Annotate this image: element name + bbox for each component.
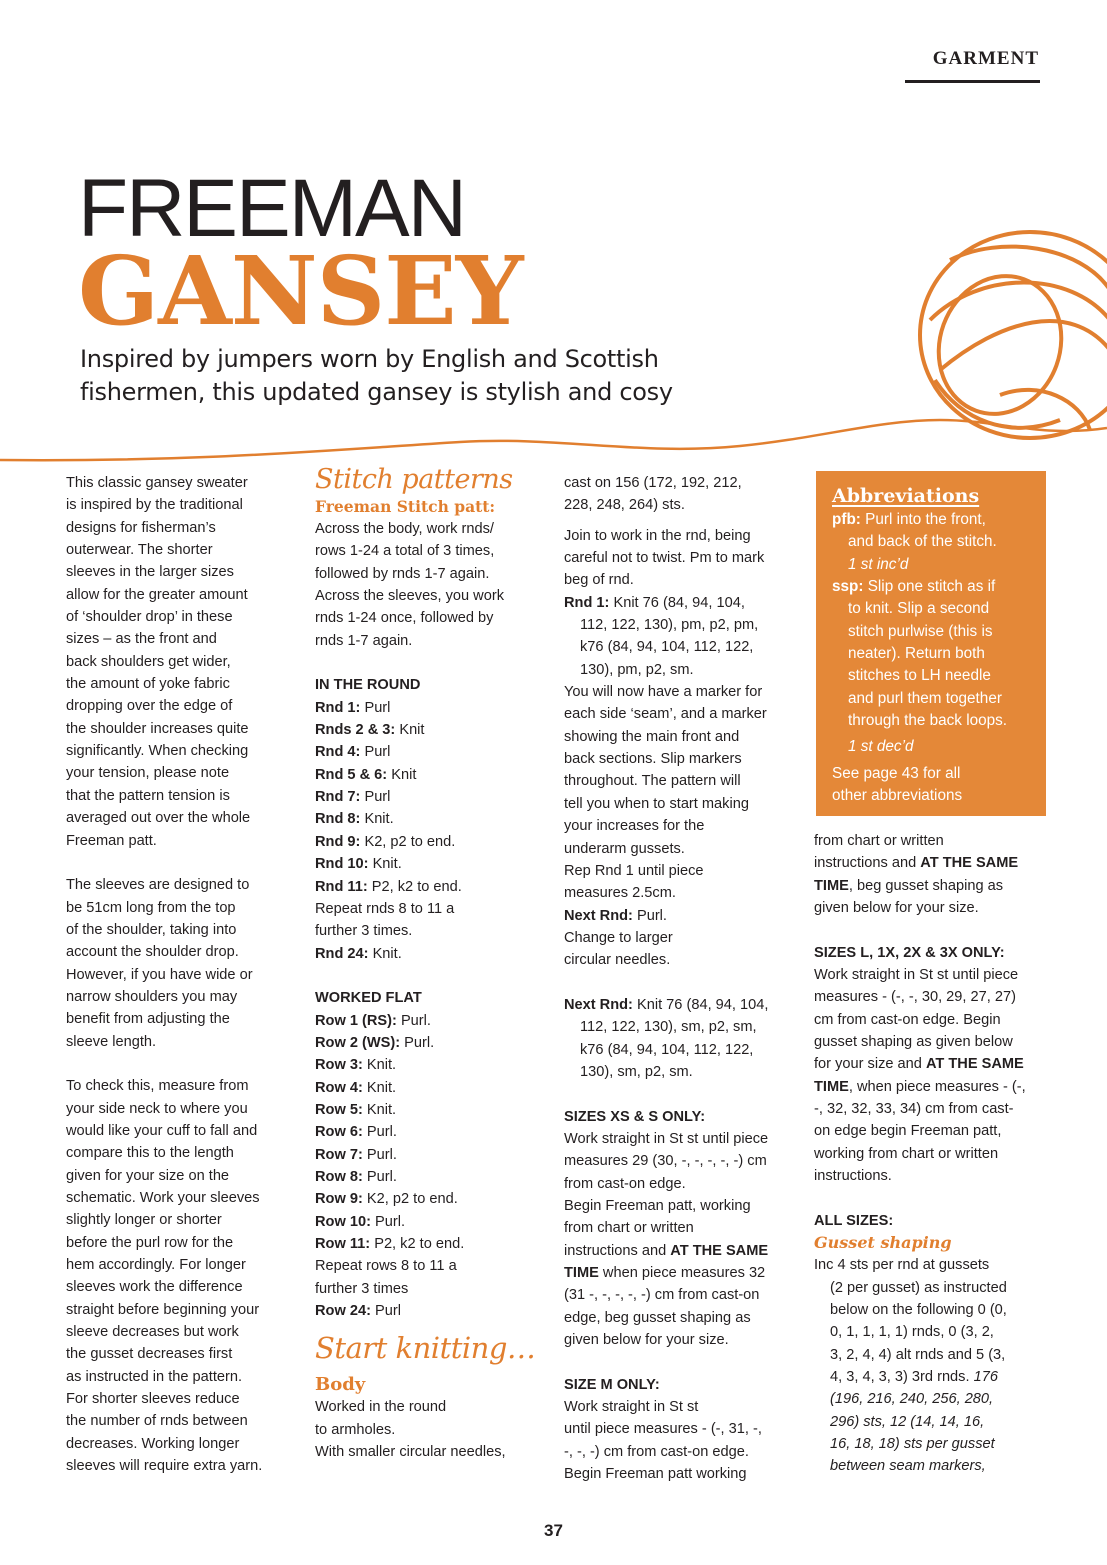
gusset-italic-line: 16, 18, 18) sts per gusset (830, 1435, 995, 1452)
intro-paragraph-1 (66, 472, 286, 852)
standfirst-line: fishermen, this updated gansey is stylish and cosy (80, 378, 673, 406)
rnd1-instruction (564, 592, 799, 681)
cast-on-line: 228, 248, 264) sts. (564, 497, 685, 514)
flat-row: Row 6: Purl. (315, 1124, 397, 1141)
intro-line: designs for fisherman’s (66, 519, 216, 536)
repeat-line: Rep Rnd 1 until piece (564, 862, 704, 879)
intro-line: hem accordingly. For longer (66, 1257, 246, 1274)
intro-line: significantly. When checking (66, 743, 249, 760)
intro-line: of ‘shoulder drop’ in these (66, 609, 233, 626)
next-rnd-line: k76 (84, 94, 104, 112, 122, (580, 1041, 754, 1058)
title-line-1: FREEMAN (78, 163, 465, 254)
intro-line: sizes – as the front and (66, 631, 217, 648)
intro-column (66, 472, 286, 1477)
body-line: to armholes. (315, 1421, 396, 1438)
round-rows (315, 697, 545, 898)
freeman-stitch-subheading: Freeman Stitch patt: (315, 497, 496, 516)
intro-line: your tension, please note (66, 765, 230, 782)
l-tail-line: -, 32, 32, 33, 34) cm from cast- (814, 1101, 1014, 1118)
xs-tail-line: edge, beg gusset shaping as (564, 1309, 751, 1326)
round-row: Rnd 1: Purl (315, 699, 391, 716)
abbr-ssp: ssp: Slip one stitch as if (832, 578, 996, 596)
intro-line: compare this to the length (66, 1145, 234, 1162)
intro-line: outerwear. The shorter (66, 542, 213, 559)
l-line: gusset shaping as given below (814, 1034, 1013, 1051)
next-rnd-line: 130), sm, p2, sm. (580, 1063, 693, 1080)
abbr-pfb: pfb: Purl into the front, (832, 511, 986, 528)
intro-line: as instructed in the pattern. (66, 1368, 243, 1385)
xs-line: Begin Freeman patt, working (564, 1198, 751, 1214)
round-last-row: Rnd 24: Knit. (315, 945, 402, 962)
intro-line: before the purl row for the (66, 1234, 234, 1251)
title-line-2: GANSEY (78, 236, 523, 347)
round-repeat (315, 898, 545, 943)
sizes-xs-s-heading: SIZES XS & S ONLY: (564, 1108, 706, 1125)
intro-line: This classic gansey sweater (66, 475, 248, 491)
join-line: careful not to twist. Pm to mark (564, 550, 765, 567)
stitch-intro-line: Across the sleeves, you work (315, 588, 504, 605)
xs-line: from chart or written (564, 1220, 694, 1237)
abbr-see-line: See page 43 for all (832, 764, 961, 782)
round-row: Rnd 8: Knit. (315, 811, 394, 828)
xs-tail-line: (31 -, -, -, -, -) cm from cast-on (564, 1287, 760, 1304)
m-line: -, -, -) cm from cast-on edge. (564, 1443, 749, 1460)
intro-line: dropping over the edge of (66, 698, 233, 715)
intro-line: The sleeves are designed to (66, 877, 250, 894)
round-row: Rnd 4: Purl (315, 744, 391, 761)
sizes-xs-s-text (564, 1128, 799, 1240)
flat-row: Row 8: Purl. (315, 1168, 397, 1185)
intro-line: account the shoulder drop. (66, 944, 239, 961)
round-repeat-line: further 3 times. (315, 923, 413, 940)
body-line: Worked in the round (315, 1399, 447, 1416)
sizes-l-heading: SIZES L, 1X, 2X & 3X ONLY: (814, 944, 1005, 961)
intro-line: is inspired by the traditional (66, 497, 243, 514)
m-line: Begin Freeman patt working (564, 1466, 747, 1483)
gusset-line: (2 per gusset) as instructed (830, 1279, 1007, 1296)
abbr-line: to knit. Slip a second (848, 600, 990, 618)
intro-line: the shoulder increases quite (66, 720, 249, 737)
section-rule (905, 80, 1040, 83)
body-column (564, 472, 799, 1485)
abbreviations-title: Abbreviations (832, 485, 980, 507)
flat-row: Row 2 (WS): Purl. (315, 1034, 435, 1051)
body-lines (315, 1396, 545, 1463)
intro-line: slightly longer or shorter (66, 1212, 222, 1229)
markers-line: tell you when to start making (564, 795, 749, 812)
l-tail-line: working from chart or written (814, 1145, 999, 1162)
intro-line: given for your size on the (66, 1167, 230, 1184)
all-sizes-heading: ALL SIZES: (814, 1212, 894, 1229)
stitch-intro-line: followed by rnds 1-7 again. (315, 565, 490, 582)
markers-line: back sections. Slip markers (564, 751, 742, 768)
flat-row: Row 4: Knit. (315, 1079, 397, 1096)
rnd1-line: 130), pm, p2, sm. (580, 661, 694, 678)
xs-line: measures 29 (30, -, -, -, -, -) cm (564, 1153, 767, 1170)
l-line: cm from cast-on edge. Begin (814, 1011, 1001, 1028)
flat-repeat-line: Repeat rows 8 to 11 a (315, 1258, 457, 1275)
abbr-pfb-note: 1 st inc’d (848, 555, 909, 573)
flat-rows (315, 1010, 545, 1256)
flat-row: Row 5: Knit. (315, 1101, 397, 1118)
rnd1-line: Rnd 1: Knit 76 (84, 94, 104, (564, 594, 745, 611)
stitch-intro-line: rows 1-24 a total of 3 times, (315, 543, 495, 560)
abbreviations-box (816, 471, 1046, 816)
xs-line: Work straight in St st until piece (564, 1130, 769, 1147)
intro-line: averaged out over the whole (66, 810, 251, 827)
join-line: beg of rnd. (564, 572, 634, 589)
change-line: circular needles. (564, 952, 671, 969)
cont-same-time: instructions and AT THE SAME (814, 855, 1019, 872)
sizes-xs-s-same-time-2: TIME when piece measures 32 (564, 1265, 766, 1282)
round-row: Rnd 11: P2, k2 to end. (315, 878, 462, 895)
gusset-mixed-line: 4, 3, 4, 3, 3) 3rd rnds. 176 (830, 1368, 998, 1385)
cast-on-text (564, 472, 799, 517)
l-line: Work straight in St st until piece (814, 967, 1019, 984)
flat-repeat-line: further 3 times (315, 1280, 409, 1297)
size-m-heading: SIZE M ONLY: (564, 1376, 660, 1393)
cont-tail: given below for your size. (814, 900, 979, 917)
change-line: Change to larger (564, 929, 673, 946)
next-rnd-purl: Next Rnd: Purl. (564, 907, 667, 924)
next-rnd-line: Next Rnd: Knit 76 (84, 94, 104, (564, 996, 769, 1013)
intro-line: allow for the greater amount (66, 586, 248, 603)
cont-same-time-2: TIME, beg gusset shaping as (814, 877, 1004, 894)
flat-row: Row 9: K2, p2 to end. (315, 1191, 458, 1208)
intro-line: straight before beginning your (66, 1301, 260, 1318)
markers-text (564, 681, 799, 860)
stitch-intro-line: rnds 1-7 again. (315, 632, 413, 649)
worked-flat-heading: WORKED FLAT (315, 990, 422, 1007)
standfirst (80, 343, 680, 409)
abbr-ssp-note: 1 st dec’d (848, 738, 914, 756)
markers-line: underarm gussets. (564, 840, 685, 857)
gusset-line: below on the following 0 (0, (830, 1301, 1007, 1318)
intro-line: the amount of yoke fabric (66, 676, 230, 693)
intro-line: be 51cm long from the top (66, 899, 236, 916)
markers-line: your increases for the (564, 818, 705, 835)
round-row: Rnd 10: Knit. (315, 856, 402, 873)
stitch-intro (315, 518, 545, 652)
intro-line: sleeve decreases but work (66, 1324, 239, 1341)
flat-row: Row 10: Purl. (315, 1213, 406, 1230)
gusset-line: 3, 2, 4, 4) alt rnds and 5 (3, (830, 1346, 1006, 1363)
intro-line: benefit from adjusting the (66, 1011, 230, 1028)
section-label: GARMENT (932, 48, 1039, 69)
join-line: Join to work in the rnd, being (564, 527, 751, 544)
yarn-ball-icon (920, 232, 1107, 438)
next-rnd-knit (564, 994, 799, 1083)
intro-paragraph-3 (66, 1075, 286, 1477)
intro-line: would like your cuff to fall and (66, 1122, 258, 1139)
abbr-pfb-rest (832, 531, 1046, 553)
markers-line: You will now have a marker for (564, 684, 763, 701)
intro-line: sleeve length. (66, 1033, 157, 1050)
intro-line: For shorter sleeves reduce (66, 1391, 240, 1408)
next-rnd-line: 112, 122, 130), sm, p2, sm, (580, 1019, 757, 1036)
abbr-line: through the back loops. (848, 712, 1008, 730)
m-line: Work straight in St st (564, 1399, 699, 1416)
abbr-ssp-rest (832, 598, 1046, 732)
flat-row: Row 7: Purl. (315, 1146, 397, 1163)
sizes-l-tail (814, 1098, 1044, 1187)
body-heading: Body (315, 1374, 366, 1396)
abbr-line: stitches to LH needle (848, 667, 991, 685)
round-repeat-line: Repeat rnds 8 to 11 a (315, 900, 455, 917)
flat-row: Row 3: Knit. (315, 1057, 397, 1074)
round-row: Rnd 7: Purl (315, 789, 391, 806)
m-line: until piece measures - (-, 31, -, (564, 1421, 762, 1438)
stitch-patterns-heading: Stitch patterns (315, 464, 513, 495)
swoosh-line (0, 420, 1107, 460)
gusset-shaping-heading: Gusset shaping (814, 1233, 952, 1253)
intro-line: narrow shoulders you may (66, 988, 238, 1005)
rnd1-line: k76 (84, 94, 104, 112, 122, (580, 639, 754, 656)
intro-line: your side neck to where you (66, 1100, 248, 1117)
body-line: With smaller circular needles, (315, 1444, 506, 1461)
intro-line: decreases. Working longer (66, 1435, 240, 1452)
flat-row: Row 1 (RS): Purl. (315, 1012, 431, 1029)
markers-line: showing the main front and (564, 728, 740, 745)
gusset-first-line: Inc 4 sts per rnd at gussets (814, 1257, 990, 1274)
l-tail-line: instructions. (814, 1168, 892, 1185)
sizes-l-text (814, 964, 1044, 1053)
flat-row: Row 11: P2, k2 to end. (315, 1236, 465, 1252)
start-knitting-heading: Start knitting… (315, 1331, 536, 1366)
abbr-line: stitch purlwise (this is (848, 622, 993, 640)
xs-tail-line: given below for your size. (564, 1332, 729, 1349)
flat-repeat (315, 1255, 545, 1300)
gusset-italic-line: between seam markers, (830, 1458, 986, 1475)
abbr-line: and purl them together (848, 689, 1002, 707)
abbr-line: neater). Return both (848, 645, 985, 663)
abbr-see-page (832, 763, 1046, 808)
abbr-line: and back of the stitch. (848, 533, 997, 551)
intro-line: of the shoulder, taking into (66, 921, 237, 938)
rnd1-line: 112, 122, 130), pm, p2, pm, (580, 617, 759, 634)
size-m-text (564, 1396, 799, 1485)
round-row: Rnd 9: K2, p2 to end. (315, 833, 456, 850)
intro-line: that the pattern tension is (66, 787, 230, 804)
abbr-see-line: other abbreviations (832, 787, 963, 805)
gusset-italic-line: (196, 216, 240, 256, 280, (830, 1391, 994, 1408)
gusset-line: 0, 1, 1, 1, 1) rnds, 0 (3, 2, (830, 1324, 994, 1341)
markers-line: throughout. The pattern will (564, 773, 741, 790)
intro-line: sleeves work the difference (66, 1279, 243, 1296)
intro-line: schematic. Work your sleeves (66, 1190, 260, 1206)
gusset-italic-line: 296) sts, 12 (14, 14, 16, (830, 1413, 985, 1430)
join-text (564, 525, 799, 592)
round-row: Rnds 2 & 3: Knit (315, 722, 425, 739)
stitch-intro-line: Across the body, work rnds/ (315, 521, 494, 537)
repeat-line: measures 2.5cm. (564, 885, 676, 902)
intro-line: However, if you have wide or (66, 966, 253, 983)
standfirst-line: Inspired by jumpers worn by English and Scottish (80, 345, 659, 373)
intro-paragraph-2 (66, 874, 286, 1053)
in-the-round-heading: IN THE ROUND (315, 677, 421, 694)
change-needles-text (564, 927, 799, 972)
round-row: Rnd 5 & 6: Knit (315, 766, 417, 783)
gusset-text (814, 1277, 1044, 1478)
sizes-xs-s-tail (564, 1284, 799, 1351)
intro-line: the gusset decreases first (66, 1346, 233, 1363)
intro-line: Freeman patt. (66, 832, 157, 849)
markers-line: each side ‘seam’, and a marker (564, 706, 767, 723)
xs-line: from cast-on edge. (564, 1175, 686, 1192)
stitch-intro-line: rnds 1-24 once, followed by (315, 610, 494, 627)
intro-line: sleeves in the larger sizes (66, 564, 234, 581)
intro-line: sleeves will require extra yarn. (66, 1458, 263, 1475)
l-line: measures - (-, -, 30, 29, 27, 27) (814, 989, 1016, 1006)
cast-on-line: cast on 156 (172, 192, 212, (564, 475, 742, 491)
sizes-l-same-time: for your size and AT THE SAME (814, 1056, 1024, 1073)
cont-line: from chart or written (814, 833, 944, 849)
sizes-l-same-time-2: TIME, when piece measures - (-, (814, 1078, 1026, 1095)
sizes-xs-s-same-time: instructions and AT THE SAME (564, 1242, 769, 1259)
gusset-column (814, 830, 1044, 1478)
stitch-column (315, 464, 545, 1463)
intro-line: To check this, measure from (66, 1078, 249, 1095)
intro-line: back shoulders get wider, (66, 653, 231, 670)
page-number: 37 (544, 1521, 563, 1540)
repeat-text (564, 860, 799, 905)
flat-last-row: Row 24: Purl (315, 1303, 401, 1320)
intro-line: the number of rnds between (66, 1413, 248, 1430)
l-tail-line: on edge begin Freeman patt, (814, 1123, 1002, 1140)
